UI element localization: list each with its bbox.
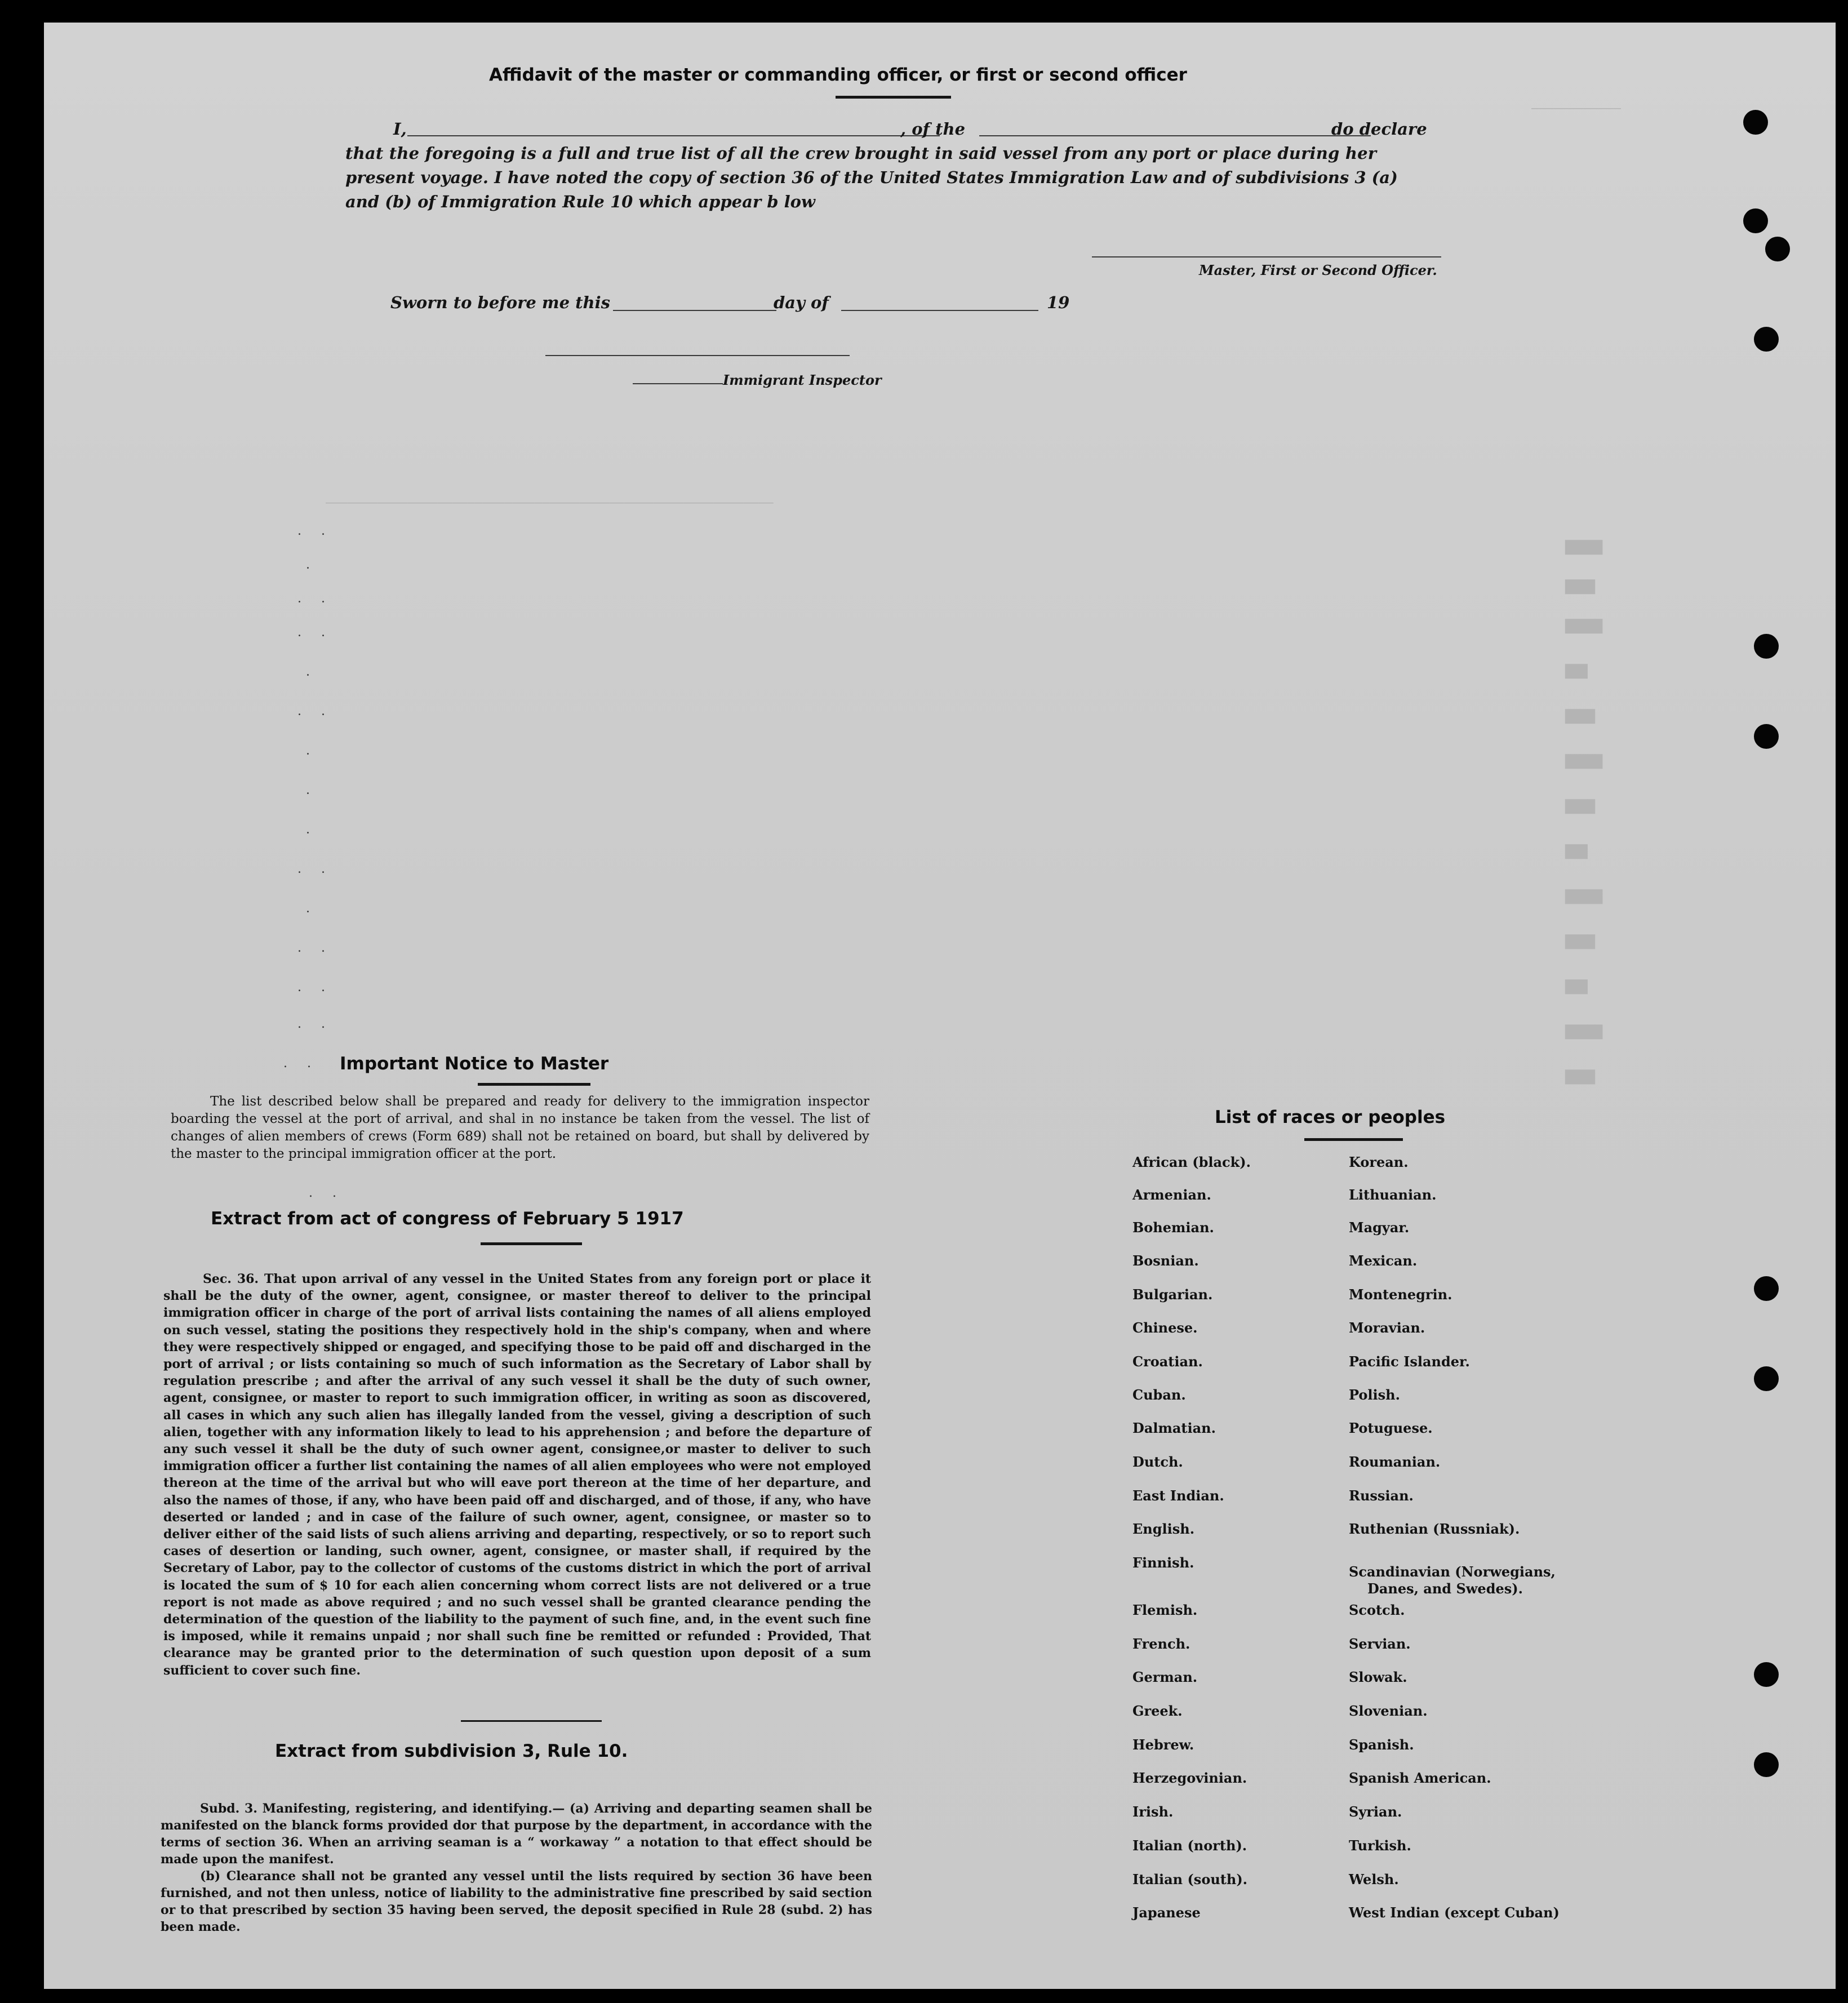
affidavit-line-3: present voyage. I have noted the copy of section 36 of the United States Immigration Law and of subdivisions 3 (a) [345,168,1398,187]
declare-label: do declare [1331,119,1427,139]
races-rule [1304,1138,1403,1141]
race-right-item: Polish. [1349,1387,1400,1403]
race-left-item: Greek. [1132,1703,1183,1719]
races-title: List of races or peoples [1215,1107,1446,1127]
punch-hole [1754,724,1779,749]
sworn-day-label: day of [774,293,829,312]
notice-rule [478,1083,590,1086]
name-blank-line [407,135,940,136]
race-right-item: Spanish. [1349,1736,1414,1753]
extract-act-title: Extract from act of congress of February 5 1917 [211,1209,684,1229]
race-right-item: Servian. [1349,1636,1411,1652]
race-left-item: Chinese. [1132,1320,1198,1336]
extract-rule-divider [461,1720,602,1722]
signature-label: Master, First or Second Officer. [1199,262,1437,278]
race-right-item: Lithuanian. [1349,1187,1437,1203]
inspector-short-line [633,383,723,384]
vessel-blank-line [979,135,1371,136]
race-left-item: Italian (north). [1132,1837,1247,1854]
race-right-item: Mexican. [1349,1253,1418,1269]
race-right-item: West Indian (except Cuban) [1349,1904,1560,1921]
extract-act-text: Sec. 36. That upon arrival of any vessel in the United States from any foreign port or place it shall be the duty of the owner, agent, consignee, or master thereof to deliver to the principal immigration officer in charge of the port of arrival lists containing the names of all aliens employed on such vessel, stating the positions they respectively hold in the ship's company, when and where they were respectively shipped or engaged, and specifying those to be paid off and discharged in the port of arrival ; or lists containing so much of such information as the Secretary of Labor shall by regulation prescribe ; and after the arrival of any such vessel it shall be the duty of such owner, agent, consignee, or master to report to such immigration officer, in writing as soon as discovered, all cases in which any such alien has illegally landed from the vessel, giving a description of such alien, together with any information likely to lead to his apprehension ; and before the departure of any such vessel it shall be the duty of such owner agent, consignee,or master to deliver to such immigration officer a further list containing the names of all alien employees who were not employed thereon at the time of the arrival but who will eave port thereon at the time of her departure, and also the names of those, if any, who have been paid off and discharged, and of those, if any, who have deserted or landed ; and in case of the failure of such owner, agent, consignee, or master so to deliver either of the said lists of such aliens arriving and departing, respectively, or so to report such cases of desertion or landing, such owner, agent, consignee, or master shall, if required by the Secretary of Labor, pay to the collector of customs of the customs district in which the port of arrival is located the sum of $ 10 for each alien concerning whom correct lists are not delivered or a true report is not made as above required ; and no such vessel shall be granted clearance pending the determination of the question of the liability to the payment of such fine, and, in the event such fine is imposed, while it remains unpaid ; nor shall such fine be remitted or refunded : Provided, That clearance may be granted prior to the determination of such question upon deposit of a sum sufficient to cover such fine. [163,1272,871,1678]
extract-rule-para-b: (b) Clearance shall not be granted any vessel until the lists required by section 36 have been furnished, and not then unless, notice of liability to the administrative fine prescribed by said section or to that prescribed by section 35 having been served, the deposit specified in Rule 28 (subd. 2) has been made. [161,1869,872,1934]
race-right-item: Russian. [1349,1487,1414,1504]
inspector-blank-line [545,355,850,356]
race-left-item: Flemish. [1132,1602,1198,1618]
race-right-item: Ruthenian (Russniak). [1349,1521,1520,1537]
punch-hole [1754,1662,1779,1687]
race-right-item: Welsh. [1349,1871,1399,1887]
race-left-item: Herzegovinian. [1132,1770,1247,1786]
race-left-item: African (black). [1132,1154,1251,1170]
race-right-item: Scandinavian (Norwegians, [1349,1564,1556,1580]
race-left-item: Dutch. [1132,1454,1183,1470]
race-left-item: Bulgarian. [1132,1286,1213,1303]
race-left-item: Italian (south). [1132,1871,1248,1887]
race-right-scandinavian-cont: Danes, and Swedes). [1367,1580,1523,1597]
notice-text: The list described below shall be prepared and ready for delivery to the immigration inspector boarding the vessel at the port of arrival, and shal in no instance be taken from the vessel. The list of changes of alien members of crews (Form 689) shall not be retained on board, but shall by delivered by the master to the principal immigration officer at the port. [171,1094,869,1161]
race-left-item: Cuban. [1132,1387,1186,1403]
extract-rule-para-a: Subd. 3. Manifesting, registering, and identifying.— (a) Arriving and departing seamen shall be manifested on the blanck forms provided dor that purpose by the department, in accordance with the terms of section 36. When an arriving seaman is a “ workaway ” a notation to that effect should be made upon the manifest. [161,1801,872,1867]
race-left-item: Croatian. [1132,1353,1203,1370]
title-rule [836,96,951,99]
race-right-item: Slovenian. [1349,1703,1428,1719]
race-left-item: Hebrew. [1132,1736,1194,1753]
race-left-item: Armenian. [1132,1187,1211,1203]
sworn-day-blank [613,310,776,311]
punch-hole [1754,634,1779,659]
race-left-item: Finnish. [1132,1555,1194,1571]
race-right-item: Spanish American. [1349,1770,1491,1786]
race-right-item: Pacific Islander. [1349,1353,1470,1370]
sworn-year-label: 19 [1047,293,1070,312]
race-right-item: Montenegrin. [1349,1286,1452,1303]
affidavit-line-2: that the foregoing is a full and true list of all the crew brought in said vessel from any port or place during her [345,144,1377,163]
race-right-item: Turkish. [1349,1837,1411,1854]
race-left-item: Irish. [1132,1804,1174,1820]
race-right-item: Magyar. [1349,1219,1410,1236]
race-left-item: Bosnian. [1132,1253,1199,1269]
punch-hole [1754,1276,1779,1301]
race-right-item: Scotch. [1349,1602,1405,1618]
inspector-label: Immigrant Inspector [723,372,882,388]
notice-title: Important Notice to Master [340,1054,609,1074]
race-left-item: English. [1132,1521,1195,1537]
signature-blank-line [1092,256,1441,257]
form-sheet: ———————————— ———————————————————————————————————————————————————————————— █████ ████ █████ ███ ████ █████ ████ ███ █████ ████ ███ █████ ████ Affidavit of the master or commanding officer, or first or second officer I, , of the do declare that the foregoing is a full and true list of all the crew brought in said vessel from any port or place during her present voyage. I have noted the copy of section 36 of the United States Immigration Law and of subdivisions 3 (a) and (b) of Immigration Rule 10 which appear b low Master, First or Second Officer. Sworn to before me this day of 19 Immigrant Inspector . . . . . . . . . . . . . . . . . . . . . . . . . . Important Notice to Master The list described below shall be prepared and ready for delivery to the immigration inspector boarding the vessel at the port of arrival, and shal in no instance be taken from the vessel. The list of changes of alien members of crews (Form 689) shall not be retained on board, but shall by delivered by the master to the principal immigration officer at the port. Extract from act of congress of February 5 1917 Sec. 36. That upon arrival of any vessel in the United States from any foreign port or place it shall be the duty of the owner, agent, consignee, or master thereof to deliver to the principal immigration officer in charge of the port of arrival lists containing the names of all aliens employed on such vessel, stating the positions they respectively hold in the ship's company, when and where they were respectively shipped or engaged, and specifying those to be paid off and discharged in the port of arrival ; or lists containing so much of such information as the Secretary of Labor shall by regulation prescribe ; and after the arrival of any such vessel it shall be the duty of such owner, agent, consignee, or master to report to such immigration officer, in writing as soon as discovered, all cases in which any such alien has illegally landed from the vessel, giving a description of such alien, together with any information likely to lead to his apprehension ; and before the departure of any such vessel it shall be the duty of such owner agent, consignee,or master to deliver to such immigration officer a further list containing the names of all alien employees who were not employed thereon at the time of the arrival but who will eave port thereon at the time of her departure, and also the names of those, if any, who have been paid off and discharged, and of those, if any, who have deserted or landed ; and in case of the failure of such owner, agent, consignee, or master so to deliver either of the said lists of such aliens arriving and departing, respectively, or so to report such cases of desertion or landing, such owner, agent, consignee, or master shall, if required by the Secretary of Labor, pay to the collector of customs of the customs district in which the port of arrival is located the sum of $ 10 for each alien concerning whom correct lists are not delivered or a true report is not made as above required ; and no such vessel shall be granted clearance pending the determination of the question of the liability to the payment of such fine, and, in the event such fine is imposed, while it remains unpaid ; nor shall such fine be remitted or refunded : Provided, That clearance may be granted prior to the determination of such question upon deposit of a sum sufficient to cover such fine. Extract from subdivision 3, Rule 10. Subd. 3. Manifesting, registering, and identifying.— (a) Arriving and departing seamen shall be manifested on the blanck forms provided dor that purpose by the department, in accordance with the terms of section 36. When an arriving seaman is a “ workaway ” a notation to that effect should be made upon the manifest. (b) Clearance shall not be granted any vessel until the lists required by section 36 have been furnished, and not then unless, notice of liability to the administrative fine prescribed by said section or to that prescribed by section 35 having been served, the deposit specified in Rule 28 (subd. 2) has been made. List of races or peoples African (black). Armenian. Bohemian. Bosnian. Bulgarian. Chinese. Croatian. Cuban. Dalmatian. Dutch. East Indian. English. Finnish. Flemish. French. German. Greek. Hebrew. Herzegovinian. Irish. Italian (north). Italian (south). Japanese Korean. Lithuanian. Magyar. Mexican. Montenegrin. Moravian. Pacific Islander. Polish. Potuguese. Roumanian. Russian. Ruthenian (Russniak). Scandinavian (Norwegians, Scotch. Servian. Slowak. Slovenian. Spanish. Spanish American. Syrian. Turkish. Welsh. West Indian (except Cuban) Danes, and Swedes). [44,23,1836,1989]
race-right-item: Slowak. [1349,1669,1407,1685]
affidavit-i-label: I, [393,119,407,139]
race-left-item: German. [1132,1669,1198,1685]
race-right-item: Roumanian. [1349,1454,1441,1470]
punch-hole [1754,1366,1779,1391]
extract-rule-title: Extract from subdivision 3, Rule 10. [275,1741,628,1761]
race-left-item: East Indian. [1132,1487,1224,1504]
punch-hole [1765,237,1790,261]
sworn-month-blank [841,310,1038,311]
race-right-item: Moravian. [1349,1320,1425,1336]
affidavit-of-label: , of the [900,119,966,139]
race-right-item: Syrian. [1349,1804,1402,1820]
race-right-item: Potuguese. [1349,1420,1433,1436]
race-left-item: French. [1132,1636,1190,1652]
punch-hole [1743,208,1768,233]
race-left-item: Dalmatian. [1132,1420,1216,1436]
affidavit-title: Affidavit of the master or commanding officer, or first or second officer [489,65,1187,85]
punch-hole [1743,110,1768,135]
race-left-item: Bohemian. [1132,1219,1214,1236]
affidavit-line-4: and (b) of Immigration Rule 10 which appear b low [345,192,815,211]
extract-act-rule [481,1242,582,1245]
sworn-prefix: Sworn to before me this [390,293,610,312]
race-left-item: Japanese [1132,1904,1201,1921]
punch-hole [1754,327,1779,352]
punch-hole [1754,1752,1779,1777]
race-right-item: Korean. [1349,1154,1409,1170]
